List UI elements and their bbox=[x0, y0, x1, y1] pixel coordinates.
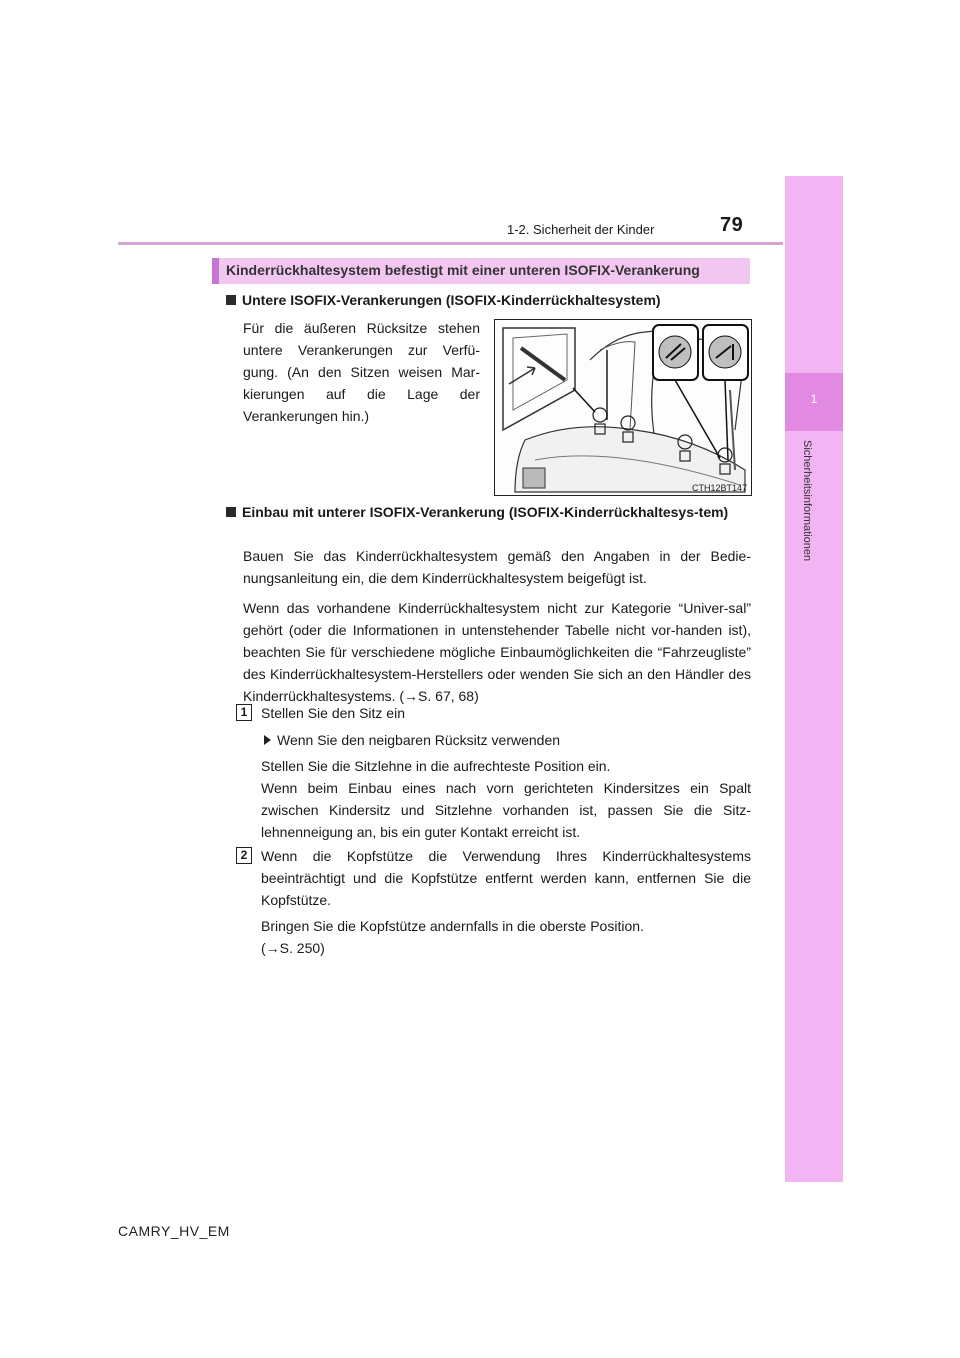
model-footer: CAMRY_HV_EM bbox=[118, 1223, 230, 1239]
step-1-line-2: Wenn beim Einbau eines nach vorn gerichteten Kindersitzes ein Spalt zwischen Kindersitz und Sitzlehne vorhanden ist, passen Sie die Sitz-lehnenneigung an, bis ein guter Kontakt erreicht ist. bbox=[261, 780, 751, 840]
rear-seat-drawing bbox=[495, 320, 751, 495]
section2-heading: Einbau mit unterer ISOFIX-Verankerung (ISOFIX-Kinderrückhaltesys-tem) bbox=[226, 501, 751, 524]
page-number: 79 bbox=[720, 214, 744, 236]
square-bullet-icon bbox=[226, 507, 236, 517]
header-divider bbox=[118, 242, 783, 245]
step-1-sub: Wenn Sie den neigbaren Rücksitz verwenden bbox=[264, 729, 751, 751]
step-2-title: Wenn die Kopfstütze die Verwendung Ihres Kinderrückhaltesystems beeinträchtigt und die Kopfstütze entfernt werden kann, entfernen Sie die Kopfstütze. bbox=[261, 848, 751, 908]
section2-para1: Bauen Sie das Kinderrückhaltesystem gemäß den Angaben in der Bedie-nungsanleitung ein, die dem Kinderrückhaltesystem beigefügt ist. bbox=[243, 548, 751, 586]
step-2-number: 2 bbox=[236, 847, 252, 864]
triangle-bullet-icon bbox=[264, 735, 271, 745]
step-1-title: Stellen Sie den Sitz ein bbox=[261, 705, 405, 721]
section2-para2: Wenn das vorhandene Kinderrückhaltesystem nicht zur Kategorie “Univer-sal” gehört (oder die Informationen in untenstehender Tabelle nicht vor-handen ist), beachten Sie für verschiedene mögliche Einbaumöglichkeiten die “Fahrzeugliste” des Kinderrückhaltesystem-Herstellers oder wenden Sie sich an den Händler des Kinderrückhaltesystems. (→S. 67, 68) bbox=[243, 600, 751, 704]
section-title: 1-2. Sicherheit der Kinder bbox=[507, 222, 655, 237]
chapter-label: Sicherheitsinformationen bbox=[801, 440, 813, 562]
step-2-line-1: Bringen Sie die Kopfstütze andernfalls in die oberste Position. bbox=[261, 918, 644, 934]
chapter-side-tab bbox=[785, 176, 843, 1182]
topic-banner-accent bbox=[212, 258, 219, 284]
step-1-line-1: Stellen Sie die Sitzlehne in die aufrechteste Position ein. bbox=[261, 758, 611, 774]
square-bullet-icon bbox=[226, 295, 236, 305]
section1-heading: Untere ISOFIX-Verankerungen (ISOFIX-Kinderrückhaltesystem) bbox=[226, 289, 751, 312]
step-2-line-2: (→S. 250) bbox=[261, 940, 325, 956]
step-1-number: 1 bbox=[236, 704, 252, 721]
isofix-seat-illustration bbox=[494, 319, 752, 496]
chapter-number: 1 bbox=[810, 392, 818, 406]
figure-code: CTH12BT147 bbox=[691, 483, 747, 493]
topic-banner-title: Kinderrückhaltesystem befestigt mit einer unteren ISOFIX-Verankerung bbox=[226, 262, 700, 278]
section1-text: Für die äußeren Rücksitze stehen untere Verankerungen zur Verfü-gung. (An den Sitzen weisen Mar-kierungen auf die Lage der Verankerungen hin.) bbox=[243, 320, 480, 424]
